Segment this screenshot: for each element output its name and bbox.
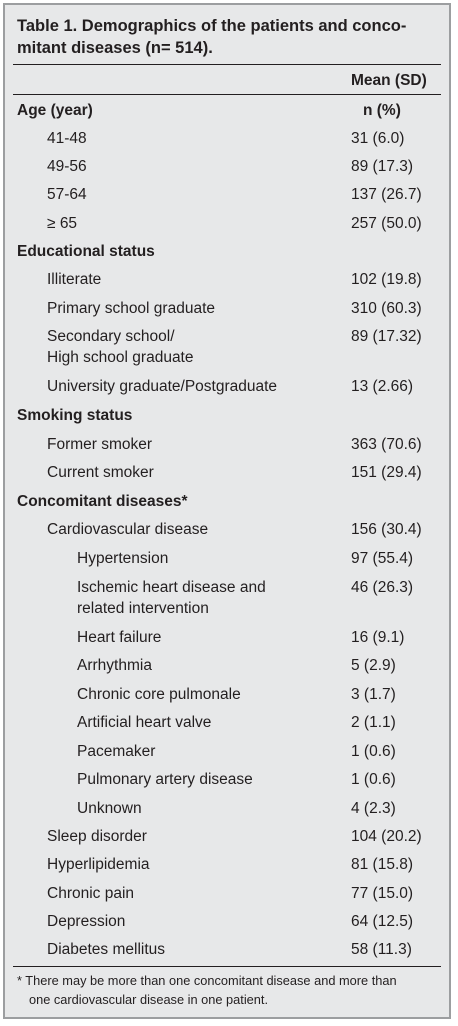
row-label: Depression — [47, 913, 126, 930]
row-value: 151 (29.4) — [351, 464, 422, 481]
row-value: 77 (15.0) — [351, 885, 414, 902]
row-label: ≥ 65 — [47, 215, 78, 232]
row-value: 97 (55.4) — [351, 550, 414, 567]
row-label: Current smoker — [47, 464, 154, 481]
header-rule — [13, 94, 441, 95]
row-value: 156 (30.4) — [351, 521, 422, 538]
row-label: Hypertension — [77, 550, 169, 567]
row-label: Pacemaker — [77, 743, 156, 760]
row-value: 89 (17.32) — [351, 328, 422, 345]
header-col2: Mean (SD) — [351, 72, 427, 89]
row-value: 102 (19.8) — [351, 271, 422, 288]
row-value: 1 (0.6) — [351, 771, 396, 788]
row-label: 41-48 — [47, 130, 87, 147]
row-value: 64 (12.5) — [351, 913, 414, 930]
row-label: Cardiovascular disease — [47, 521, 209, 538]
row-label: Smoking status — [17, 407, 133, 424]
table-title — [17, 15, 447, 59]
row-label: Illiterate — [47, 271, 102, 288]
row-value: 31 (6.0) — [351, 130, 405, 147]
row-label: Former smoker — [47, 436, 153, 453]
row-label: 49-56 — [47, 158, 87, 175]
row-value: 89 (17.3) — [351, 158, 414, 175]
row-label: Unknown — [77, 800, 142, 817]
row-value: 58 (11.3) — [351, 941, 412, 958]
row-label: Artificial heart valve — [77, 714, 212, 731]
row-label: Educational status — [17, 243, 155, 260]
row-value: 1 (0.6) — [351, 743, 396, 760]
row-label: Ischemic heart disease and — [77, 579, 266, 596]
row-label: Hyperlipidemia — [47, 856, 150, 873]
row-label: Concomitant diseases* — [17, 493, 188, 510]
row-label-line-2: related intervention — [77, 600, 209, 617]
row-value: 257 (50.0) — [351, 215, 422, 232]
row-label: Sleep disorder — [47, 828, 147, 845]
row-value: 2 (1.1) — [351, 714, 396, 731]
row-value: 16 (9.1) — [351, 629, 405, 646]
row-label-line-2: High school graduate — [47, 349, 194, 366]
table-card — [3, 3, 451, 1019]
row-label: Pulmonary artery disease — [77, 771, 253, 788]
footnote-line-2: one cardiovascular disease in one patient. — [29, 991, 269, 1007]
row-label: Secondary school/ — [47, 328, 175, 345]
row-value: 81 (15.8) — [351, 856, 414, 873]
row-label: Heart failure — [77, 629, 162, 646]
row-label: Age (year) — [17, 102, 93, 119]
row-label: University graduate/Postgraduate — [47, 378, 278, 395]
footnote-line-1: * There may be more than one concomitant disease and more than — [17, 973, 397, 988]
row-value: 46 (26.3) — [351, 579, 414, 596]
row-value: n (%) — [363, 102, 401, 119]
row-value: 3 (1.7) — [351, 686, 396, 703]
row-value: 363 (70.6) — [351, 436, 422, 453]
row-value: 137 (26.7) — [351, 186, 422, 203]
row-value: 4 (2.3) — [351, 800, 396, 817]
title-line-1: Table 1. Demographics of the patients and conco- — [17, 17, 407, 35]
row-value: 104 (20.2) — [351, 828, 422, 845]
top-rule — [13, 64, 441, 65]
row-label: Primary school graduate — [47, 300, 215, 317]
row-value: 13 (2.66) — [351, 378, 414, 395]
row-label: Chronic pain — [47, 885, 135, 902]
row-value: 5 (2.9) — [351, 657, 396, 674]
row-label: 57-64 — [47, 186, 87, 203]
title-line-2: mitant diseases (n= 514). — [17, 39, 213, 57]
table-footnote — [17, 972, 449, 1009]
row-value: 310 (60.3) — [351, 300, 422, 317]
row-label: Chronic core pulmonale — [77, 686, 241, 703]
bottom-rule — [13, 966, 441, 967]
row-label: Diabetes mellitus — [47, 941, 166, 958]
row-label: Arrhythmia — [77, 657, 152, 674]
